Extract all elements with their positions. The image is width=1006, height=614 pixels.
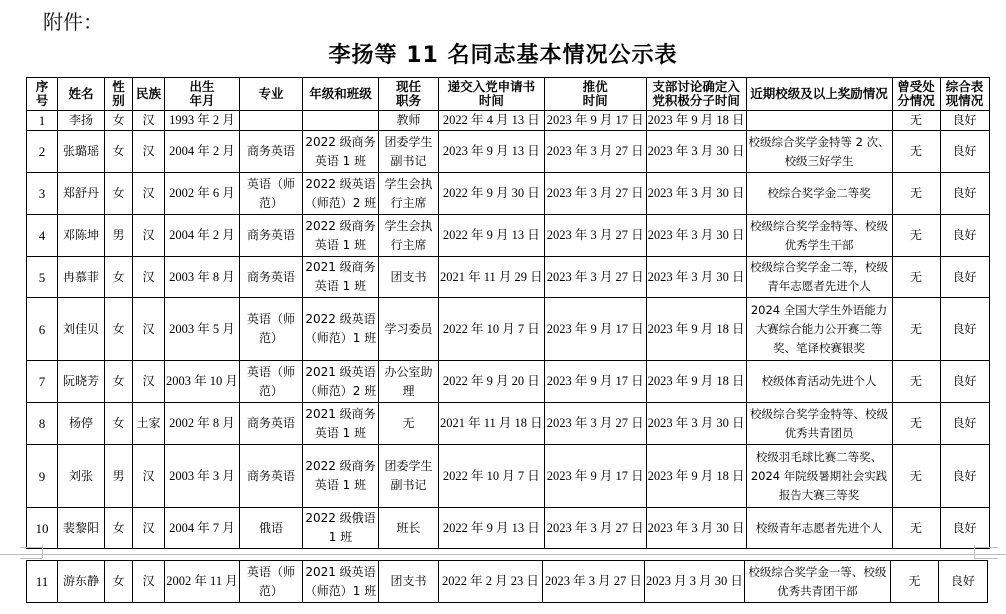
- cell-performance: 良好: [940, 298, 989, 361]
- cell-gender: 女: [105, 561, 133, 603]
- cell-gender: 男: [105, 445, 133, 508]
- header-application-date: 递交入党申请书 时间: [439, 78, 545, 111]
- cell-discipline: 无: [892, 257, 940, 298]
- cell-awards: 校级综合奖学金二等，校级青年志愿者先进个人: [746, 257, 892, 298]
- table-row: [27, 257, 990, 298]
- cell-major: 商务英语: [240, 131, 303, 173]
- cell-position: 团委学生副书记: [379, 445, 439, 508]
- cell-gender: 女: [105, 111, 133, 131]
- table-row: [27, 111, 990, 131]
- cell-name: 游东静: [58, 561, 105, 603]
- cell-birth: 2002 年 8 月: [165, 403, 240, 445]
- cell-discipline: 无: [892, 361, 940, 403]
- cell-activist-date: 2023 年 3 月 30 日: [646, 508, 746, 549]
- cell-recommend-date: 2023 年 9 月 17 日: [544, 111, 646, 131]
- cell-class: 2022 级俄语 1 班: [303, 508, 379, 549]
- cell-gender: 女: [105, 403, 133, 445]
- cell-activist-date: 2023 年 3 月 30 日: [646, 131, 746, 173]
- header-performance: 综合表 现情况: [940, 78, 989, 111]
- cell-name: 冉慕菲: [58, 257, 105, 298]
- cell-awards: 校级青年志愿者先进个人: [746, 508, 892, 549]
- cell-discipline: 无: [892, 173, 940, 215]
- cell-birth: 1993 年 2 月: [165, 111, 240, 131]
- cell-gender: 男: [105, 215, 133, 257]
- cell-discipline: 无: [892, 215, 940, 257]
- cell-performance: 良好: [940, 111, 989, 131]
- cell-name: 刘佳贝: [58, 298, 105, 361]
- header-awards: 近期校级及以上奖励情况: [746, 78, 892, 111]
- cell-gender: 女: [105, 173, 133, 215]
- cell-recommend-date: 2023 年 3 月 27 日: [544, 508, 646, 549]
- cell-discipline: 无: [892, 111, 940, 131]
- cell-activist-date: 2023 月 3 月 30 日: [645, 561, 745, 603]
- cell-awards: 校级体育活动先进个人: [746, 361, 892, 403]
- cell-class: 2021 级商务英语 1 班: [303, 403, 379, 445]
- cell-gender: 女: [105, 131, 133, 173]
- header-name: 姓名: [58, 78, 105, 111]
- cell-birth: 2003 年 10 月: [165, 361, 240, 403]
- cell-application-date: 2022 年 10 月 7 日: [439, 298, 545, 361]
- cell-position: 办公室助理: [379, 361, 439, 403]
- header-major: 专业: [240, 78, 303, 111]
- cell-application-date: 2021 年 11 月 18 日: [439, 403, 545, 445]
- cell-name: 杨停: [58, 403, 105, 445]
- cell-application-date: 2021 年 11 月 29 日: [439, 257, 545, 298]
- cell-awards: 校综合奖学金二等奖: [746, 173, 892, 215]
- cell-ethnicity: 土家: [133, 403, 165, 445]
- cell-index: 9: [27, 445, 58, 508]
- table-row: [27, 131, 990, 173]
- cell-application-date: 2022 年 9 月 13 日: [439, 215, 545, 257]
- cell-birth: 2002 年 11 月: [165, 561, 240, 603]
- cell-name: 郑舒丹: [58, 173, 105, 215]
- page-title: 李扬等 11 名同志基本情况公示表: [328, 43, 678, 68]
- cell-birth: 2002 年 6 月: [165, 173, 240, 215]
- cell-activist-date: 2023 年 3 月 30 日: [646, 215, 746, 257]
- table-row: [27, 173, 990, 215]
- cell-ethnicity: 汉: [133, 445, 165, 508]
- cell-major: 商务英语: [240, 215, 303, 257]
- cell-application-date: 2022 年 9 月 30 日: [439, 173, 545, 215]
- cell-recommend-date: 2023 年 9 月 17 日: [544, 298, 646, 361]
- cell-performance: 良好: [940, 173, 989, 215]
- page-break-line: [20, 558, 42, 559]
- cell-index: 5: [27, 257, 58, 298]
- cell-major: 商务英语: [240, 445, 303, 508]
- cell-performance: 良好: [940, 403, 989, 445]
- table-row: [27, 508, 990, 549]
- cell-application-date: 2022 年 4 月 13 日: [439, 111, 545, 131]
- cell-major: 英语（师范）: [240, 561, 303, 603]
- cell-performance: 良好: [940, 361, 989, 403]
- cell-major: 俄语: [240, 508, 303, 549]
- cell-application-date: 2022 年 9 月 13 日: [439, 508, 545, 549]
- table-row: [27, 403, 990, 445]
- table-row: [27, 445, 990, 508]
- cell-gender: 女: [105, 257, 133, 298]
- cell-class: [303, 111, 379, 131]
- cell-name: 刘张: [58, 445, 105, 508]
- cell-performance: 良好: [940, 215, 989, 257]
- cell-index: 3: [27, 173, 58, 215]
- table-row: [27, 298, 990, 361]
- cell-index: 1: [27, 111, 58, 131]
- cell-position: 班长: [379, 508, 439, 549]
- cell-discipline: 无: [892, 403, 940, 445]
- table-header-row: [27, 78, 990, 111]
- cell-performance: 良好: [940, 257, 989, 298]
- cell-ethnicity: 汉: [133, 131, 165, 173]
- cell-discipline: 无: [892, 445, 940, 508]
- cell-index: 7: [27, 361, 58, 403]
- cell-performance: 良好: [938, 561, 987, 603]
- cell-application-date: 2023 年 9 月 13 日: [439, 131, 545, 173]
- cell-index: 2: [27, 131, 58, 173]
- cell-birth: 2004 年 2 月: [165, 131, 240, 173]
- cell-discipline: 无: [892, 508, 940, 549]
- cell-ethnicity: 汉: [133, 173, 165, 215]
- page-break-line: [974, 558, 998, 559]
- cell-ethnicity: 汉: [133, 215, 165, 257]
- cell-name: 李扬: [58, 111, 105, 131]
- cell-major: [240, 111, 303, 131]
- cell-birth: 2003 年 8 月: [165, 257, 240, 298]
- cell-position: 学生会执行主席: [379, 173, 439, 215]
- cell-birth: 2004 年 2 月: [165, 215, 240, 257]
- cell-major: 英语（师范）: [240, 361, 303, 403]
- cell-position: 团支书: [379, 257, 439, 298]
- cell-class: 2022 级商务英语 1 班: [303, 131, 379, 173]
- header-position: 现任 职务: [379, 78, 439, 111]
- cell-class: 2021 级英语（师范）2 班: [303, 361, 379, 403]
- attachment-label: 附件：: [43, 10, 103, 34]
- cell-performance: 良好: [940, 508, 989, 549]
- cell-application-date: 2022 年 2 月 23 日: [439, 561, 543, 603]
- table-row: [27, 215, 990, 257]
- cell-discipline: 无: [890, 561, 938, 603]
- table-row: [27, 361, 990, 403]
- cell-awards: 校级综合奖学金一等、校级优秀共青团干部: [744, 561, 890, 603]
- cell-major: 英语（师范）: [240, 173, 303, 215]
- cell-name: 阮晓芳: [58, 361, 105, 403]
- cell-gender: 女: [105, 361, 133, 403]
- cell-gender: 女: [105, 298, 133, 361]
- cell-awards: 校级综合奖学金特等、校级优秀共青团员: [746, 403, 892, 445]
- header-class: 年级和班级: [303, 78, 379, 111]
- cell-class: 2022 级商务英语 1 班: [303, 445, 379, 508]
- cell-activist-date: 2023 年 9 月 18 日: [646, 111, 746, 131]
- cell-name: 裴黎阳: [58, 508, 105, 549]
- cell-birth: 2004 年 7 月: [165, 508, 240, 549]
- cell-awards: [746, 111, 892, 131]
- cell-recommend-date: 2023 年 3 月 27 日: [544, 257, 646, 298]
- cell-index: 11: [27, 561, 58, 603]
- cell-index: 4: [27, 215, 58, 257]
- cell-recommend-date: 2023 年 9 月 17 日: [544, 445, 646, 508]
- cell-recommend-date: 2023 年 3 月 27 日: [544, 403, 646, 445]
- cell-major: 商务英语: [240, 257, 303, 298]
- cell-index: 8: [27, 403, 58, 445]
- cell-recommend-date: 2023 年 9 月 17 日: [544, 361, 646, 403]
- info-table: [26, 77, 990, 549]
- header-activist-date: 支部讨论确定入 党积极分子时间: [646, 78, 746, 111]
- cell-birth: 2003 年 5 月: [165, 298, 240, 361]
- cell-awards: 校级综合奖学金特等、校级优秀学生干部: [746, 215, 892, 257]
- page-break-line: [0, 554, 1006, 555]
- cell-major: 商务英语: [240, 403, 303, 445]
- cell-name: 邓陈坤: [58, 215, 105, 257]
- cell-activist-date: 2023 年 9 月 18 日: [646, 445, 746, 508]
- page-margin-marker: [42, 545, 43, 558]
- cell-ethnicity: 汉: [133, 257, 165, 298]
- cell-position: 团委学生副书记: [379, 131, 439, 173]
- cell-activist-date: 2023 年 3 月 30 日: [646, 403, 746, 445]
- cell-recommend-date: 2023 年 3 月 27 日: [544, 131, 646, 173]
- cell-position: 无: [379, 403, 439, 445]
- cell-index: 6: [27, 298, 58, 361]
- cell-performance: 良好: [940, 131, 989, 173]
- cell-position: 团支书: [379, 561, 439, 603]
- cell-position: 学生会执行主席: [379, 215, 439, 257]
- header-birth: 出生 年月: [165, 78, 240, 111]
- cell-major: 英语（师范）: [240, 298, 303, 361]
- cell-gender: 女: [105, 508, 133, 549]
- cell-application-date: 2022 年 10 月 7 日: [439, 445, 545, 508]
- cell-activist-date: 2023 年 9 月 18 日: [646, 361, 746, 403]
- cell-class: 2021 级商务英语 1 班: [303, 257, 379, 298]
- cell-discipline: 无: [892, 131, 940, 173]
- cell-ethnicity: 汉: [133, 508, 165, 549]
- cell-ethnicity: 汉: [133, 361, 165, 403]
- info-table-continued: [26, 560, 988, 603]
- cell-class: 2022 级英语（师范）1 班: [303, 298, 379, 361]
- page-break-line: [974, 547, 998, 548]
- cell-discipline: 无: [892, 298, 940, 361]
- cell-ethnicity: 汉: [133, 561, 165, 603]
- cell-recommend-date: 2023 年 3 月 27 日: [544, 215, 646, 257]
- cell-recommend-date: 2023 年 3 月 27 日: [544, 173, 646, 215]
- cell-activist-date: 2023 年 3 月 30 日: [646, 173, 746, 215]
- cell-awards: 校级综合奖学金特等 2 次、校级三好学生: [746, 131, 892, 173]
- header-recommend-date: 推优 时间: [544, 78, 646, 111]
- page-break-line: [20, 547, 42, 548]
- cell-recommend-date: 2023 年 3 月 27 日: [543, 561, 645, 603]
- cell-position: 学习委员: [379, 298, 439, 361]
- cell-awards: 校级羽毛球比赛二等奖、2024 年院级暑期社会实践报告大赛三等奖: [746, 445, 892, 508]
- header-gender: 性 别: [105, 78, 133, 111]
- cell-class: 2022 级商务英语 1 班: [303, 215, 379, 257]
- cell-ethnicity: 汉: [133, 298, 165, 361]
- header-ethnicity: 民族: [133, 78, 165, 111]
- cell-class: 2021 级英语（师范）1 班: [303, 561, 379, 603]
- cell-birth: 2003 年 3 月: [165, 445, 240, 508]
- cell-name: 张璐瑶: [58, 131, 105, 173]
- cell-position: 教师: [379, 111, 439, 131]
- cell-index: 10: [27, 508, 58, 549]
- cell-ethnicity: 汉: [133, 111, 165, 131]
- cell-activist-date: 2023 年 9 月 18 日: [646, 298, 746, 361]
- header-discipline: 曾受处 分情况: [892, 78, 940, 111]
- cell-activist-date: 2023 年 3 月 30 日: [646, 257, 746, 298]
- header-index: 序 号: [27, 78, 58, 111]
- cell-awards: 2024 全国大学生外语能力大赛综合能力公开赛二等奖、笔译校赛银奖: [746, 298, 892, 361]
- cell-application-date: 2022 年 9 月 20 日: [439, 361, 545, 403]
- table-row: [27, 561, 988, 603]
- cell-class: 2022 级英语（师范）2 班: [303, 173, 379, 215]
- cell-performance: 良好: [940, 445, 989, 508]
